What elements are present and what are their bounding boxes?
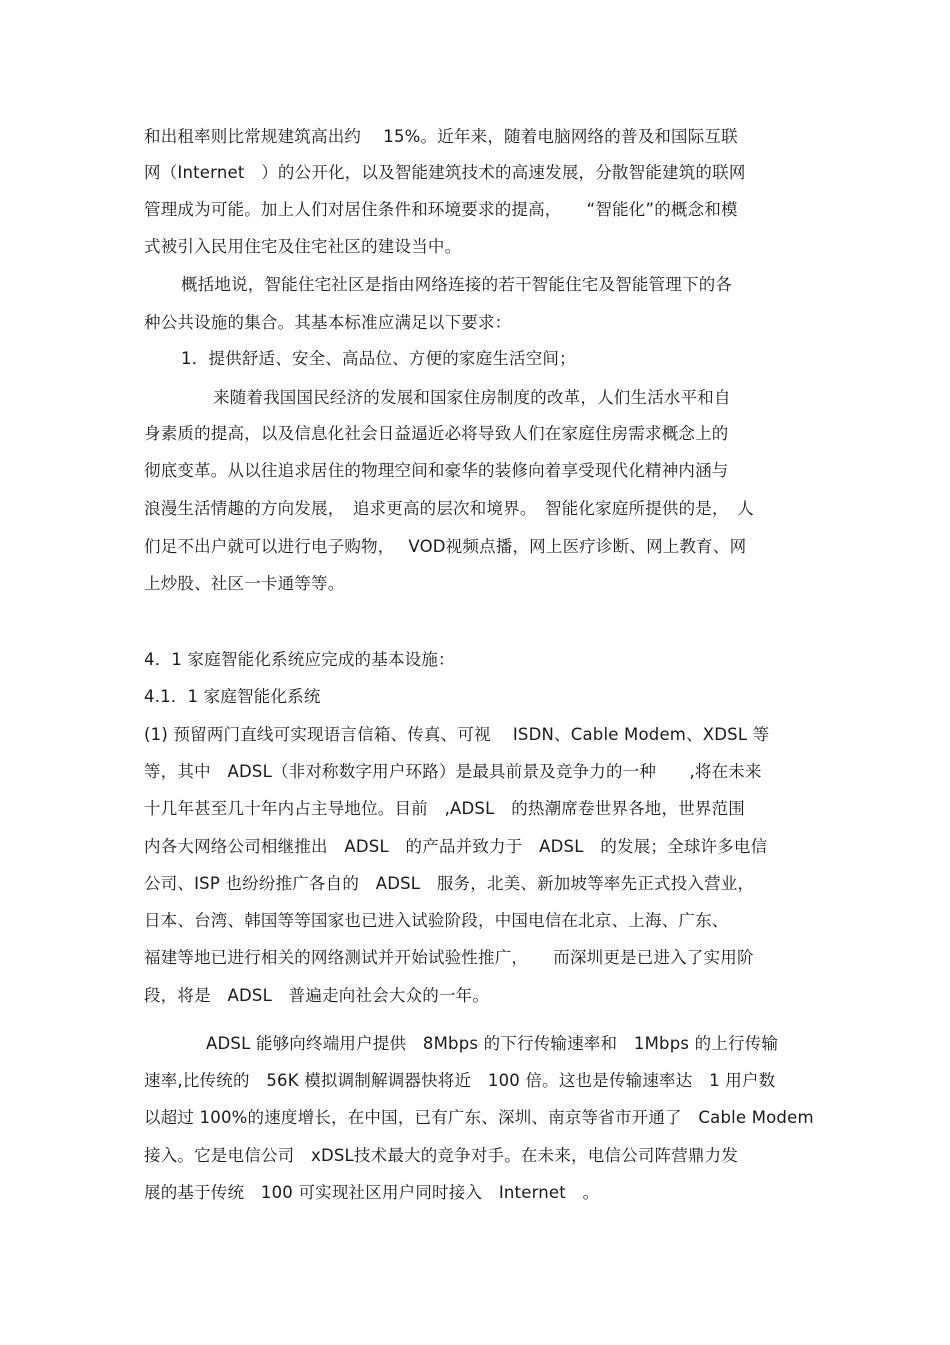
text-line: 段，将是 ADSL 普遍走向社会大众的一年。 <box>144 986 490 1005</box>
text-line: 速率,比传统的 56K 模拟调制解调器快将近 100 倍。这也是传输速率达 1 用户数 <box>144 1071 776 1090</box>
text-line: 浪漫生活情趣的方向发展， 追求更高的层次和境界。 智能化家庭所提供的是， 人 <box>144 499 754 518</box>
subsection-heading: 4.1．1 家庭智能化系统 <box>144 687 321 706</box>
text-line: 式被引入民用住宅及住宅社区的建设当中。 <box>144 237 462 256</box>
text-line: 以超过 100%的速度增长，在中国，已有广东、深圳、南京等省市开通了 Cable Modem <box>144 1108 814 1127</box>
text-line: 展的基于传统 100 可实现社区用户同时接入 Internet 。 <box>144 1183 600 1202</box>
text-line: 彻底变革。从以往追求居住的物理空间和豪华的装修向着享受现代化精神内涵与 <box>144 461 729 480</box>
section-heading: 4．1 家庭智能化系统应完成的基本设施： <box>144 650 455 669</box>
text-line: 们足不出户就可以进行电子购物， VOD视频点播，网上医疗诊断、网上教育、网 <box>144 537 747 556</box>
text-line: 概括地说，智能住宅社区是指由网络连接的若干智能住宅及智能管理下的各 <box>181 275 733 294</box>
text-line: 公司、ISP 也纷纷推广各自的 ADSL 服务，北美、新加坡等率先正式投入营业， <box>144 874 755 893</box>
text-line: (1) 预留两门直线可实现语言信箱、传真、可视 ISDN、Cable Modem、XDSL 等 <box>144 725 770 744</box>
text-line: 日本、台湾、韩国等等国家也已进入试验阶段，中国电信在北京、上海、广东、 <box>144 911 729 930</box>
text-line: 和出租率则比常规建筑高出约 15%。近年来，随着电脑网络的普及和国际互联 <box>144 127 738 146</box>
text-line: 种公共设施的集合。其基本标准应满足以下要求： <box>144 313 512 332</box>
text-line: ADSL 能够向终端用户提供 8Mbps 的下行传输速率和 1Mbps 的上行传输 <box>206 1034 779 1053</box>
text-line: 等，其中 ADSL（非对称数字用户环路）是最具前景及竞争力的一种 ,将在未来 <box>144 762 762 781</box>
text-line: 来随着我国国民经济的发展和国家住房制度的改革，人们生活水平和自 <box>213 388 731 407</box>
text-line: 福建等地已进行相关的网络测试并开始试验性推广， 而深圳更是已进入了实用阶 <box>144 948 754 967</box>
text-line: 管理成为可能。加上人们对居住条件和环境要求的提高， “智能化”的概念和模 <box>144 200 738 219</box>
text-line: 1．提供舒适、安全、高品位、方便的家庭生活空间； <box>181 349 576 368</box>
text-line: 内各大网络公司相继推出 ADSL 的产品并致力于 ADSL 的发展；全球许多电信 <box>144 837 768 856</box>
text-line: 十几年甚至几十年内占主导地位。目前 ,ADSL 的热潮席卷世界各地，世界范围 <box>144 799 746 818</box>
text-line: 上炒股、社区一卡通等等。 <box>144 574 345 593</box>
text-line: 接入。它是电信公司 xDSL技术最大的竞争对手。在未来，电信公司阵营鼎力发 <box>144 1146 739 1165</box>
text-line: 网（Internet ）的公开化，以及智能建筑技术的高速发展，分散智能建筑的联网 <box>144 163 746 182</box>
text-line: 身素质的提高，以及信息化社会日益逼近必将导致人们在家庭住房需求概念上的 <box>144 424 729 443</box>
